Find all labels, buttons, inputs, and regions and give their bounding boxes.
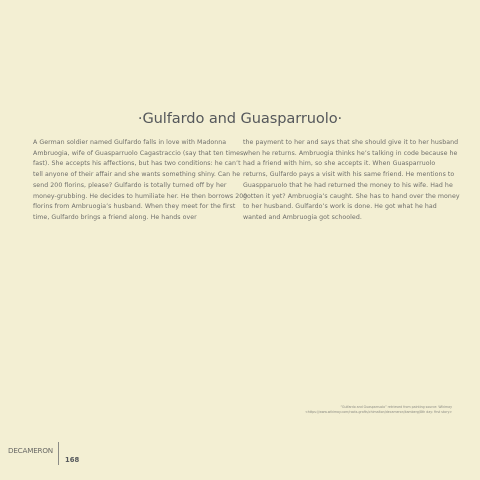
page-title: ·Gulfardo and Guasparruolo·	[137, 110, 343, 127]
body-paragraph-left: A German soldier named Gulfardo falls in love with Madonna Ambruogia, wife of Guasparruolo Cagastraccio (say that ten times, fast). She accepts his affections, but has two conditions: he can’t tell anyone of their affair and she wants something shiny. Can he send 200 florins, please? Gulfardo is totally turned off by her money-grubbing. He decides to humiliate her. He then borrows 200 florins from Ambruogia’s husband. When they meet for the first time, Gulfardo brings a friend along. He hands over	[33, 139, 248, 221]
credit-line-1: “Gulfardo and Guasparruolo” retrieved from painting source: Wikimay	[340, 405, 452, 409]
page-footer	[8, 447, 79, 463]
page-number: 168	[64, 456, 80, 464]
image-credit	[242, 405, 452, 415]
body-column-right	[243, 138, 461, 224]
credit-line-2: <https://www.wikimay.com/roots-grafts/chimalton/decameron/kamberg/8th day: first story>	[305, 410, 452, 414]
body-column-left	[33, 138, 248, 224]
body-paragraph-right: the payment to her and says that she should give it to her husband when he returns. Ambruogia thinks he’s talking in code because he had a friend with him, so she accepts it. When Guasparruolo returns, Gulfardo pays a visit with his same friend. He mentions to Guaspparuolo that he had returned the money to his wife. Had he gotten it yet? Ambruogia’s caught. She has to hand over the money to her husband. Gulfardo’s work is done. He got what he had wanted and Ambruogia got schooled.	[243, 139, 460, 221]
footer-divider	[58, 442, 59, 465]
book-name: DECAMERON	[8, 446, 53, 455]
